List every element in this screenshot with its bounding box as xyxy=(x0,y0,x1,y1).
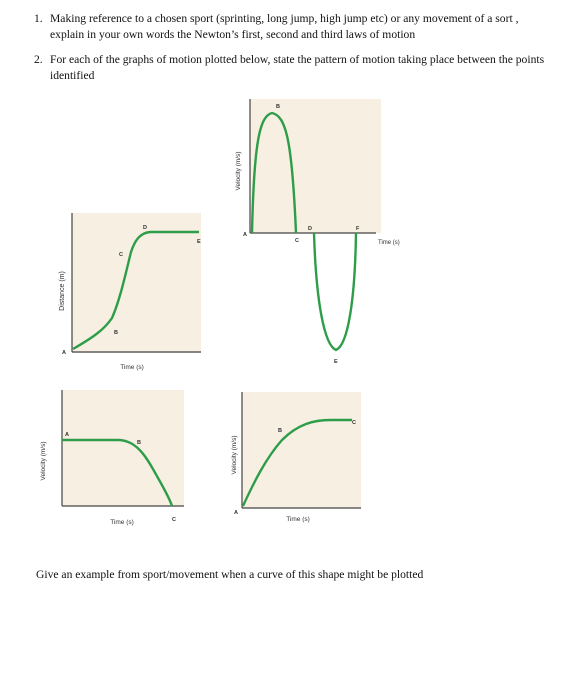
velocity-time-3-xlabel: Time (s) xyxy=(286,516,310,523)
question-2-text: For each of the graphs of motion plotted below, state the pattern of motion taking place between the points identified xyxy=(50,53,545,82)
velocity-time-3-panel xyxy=(242,392,361,508)
distance-time-panel xyxy=(72,213,201,353)
velocity-time-1-point-d: D xyxy=(308,226,312,232)
velocity-time-1-point-a: A xyxy=(243,232,247,238)
distance-time-graph xyxy=(59,213,201,371)
velocity-time-3-ylabel: Velocity (m/s) xyxy=(231,435,238,475)
velocity-time-2-ylabel: Velocity (m/s) xyxy=(40,441,47,481)
question-1-number: 1. xyxy=(34,12,43,25)
velocity-time-graph-2 xyxy=(40,390,184,526)
velocity-time-2-xlabel: Time (s) xyxy=(110,519,134,526)
distance-time-point-b: B xyxy=(114,330,118,336)
velocity-time-1-point-c: C xyxy=(295,238,299,244)
velocity-time-2-point-c: C xyxy=(172,517,176,523)
distance-time-point-a: A xyxy=(62,350,66,356)
velocity-time-1-panel xyxy=(250,99,381,233)
velocity-time-2-panel xyxy=(62,390,184,506)
distance-time-point-d: D xyxy=(143,225,147,231)
distance-time-point-c: C xyxy=(119,252,123,258)
distance-time-xlabel: Time (s) xyxy=(120,364,144,371)
velocity-time-graph-3 xyxy=(231,392,361,523)
velocity-time-2-point-a: A xyxy=(65,432,69,438)
velocity-time-1-ylabel: Velocity (m/s) xyxy=(235,151,242,191)
velocity-time-1-point-b: B xyxy=(276,104,280,110)
velocity-time-graph-1 xyxy=(235,99,400,365)
velocity-time-1-point-e: E xyxy=(334,359,338,365)
footer-question: Give an example from sport/movement when a curve of this shape might be plotted xyxy=(36,568,424,581)
velocity-time-1-curve-negative xyxy=(314,233,356,350)
velocity-time-3-point-a: A xyxy=(234,510,238,516)
velocity-time-2-point-b: B xyxy=(137,440,141,446)
velocity-time-3-point-b: B xyxy=(278,428,282,434)
distance-time-ylabel: Distance (m) xyxy=(59,271,66,311)
question-1-text: Making reference to a chosen sport (sprinting, long jump, high jump etc) or any movement of a sort , explain in your own words the Newton’s first, second and third laws of motion xyxy=(50,12,519,41)
velocity-time-3-point-c: C xyxy=(352,420,356,426)
question-2-number: 2. xyxy=(34,53,43,66)
distance-time-point-e: E xyxy=(197,239,201,245)
velocity-time-1-point-f: F xyxy=(356,226,360,232)
velocity-time-1-xlabel: Time (s) xyxy=(378,240,400,246)
